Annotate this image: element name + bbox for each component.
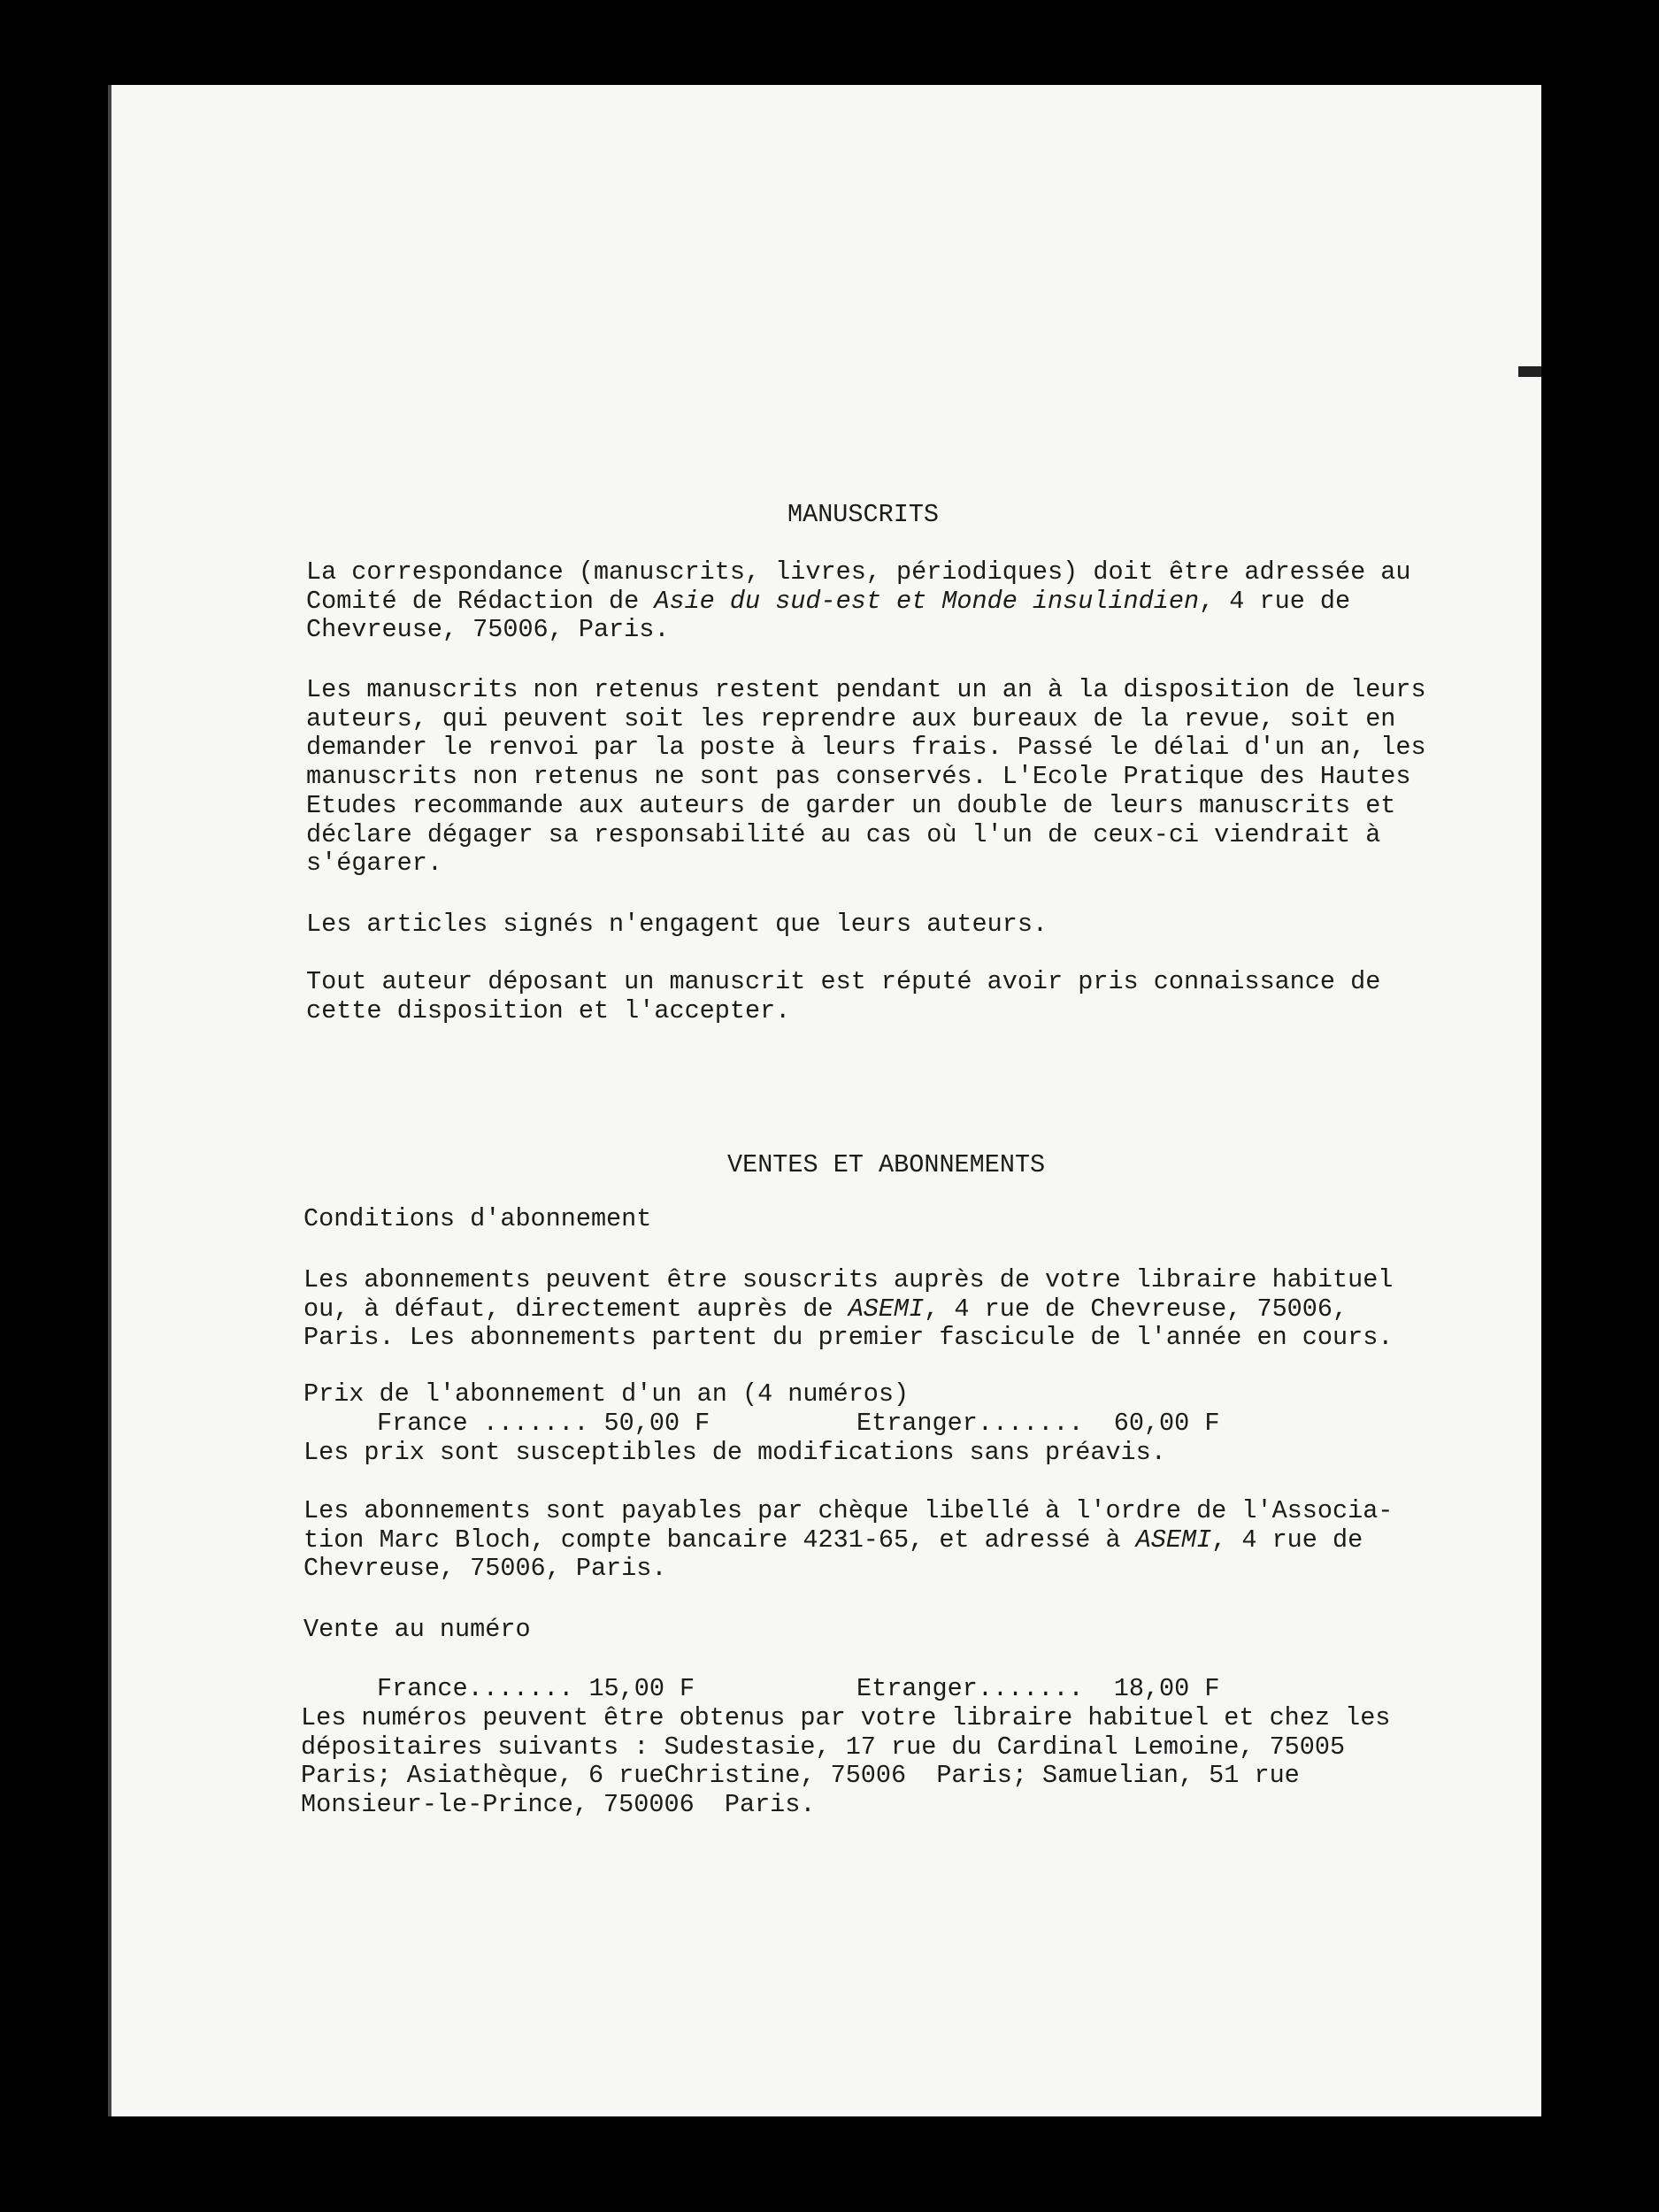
text-line: Paris. Les abonnements partent du premier fascicule de l'année en cours. <box>303 1323 1394 1353</box>
depositaires-paragraph <box>301 1704 1390 1820</box>
text-line: s'égarer. <box>306 849 442 879</box>
text-line: Etudes recommande aux auteurs de garder un double de leurs manuscrits et <box>306 790 1396 820</box>
text-line: Paris; Asiathèque, 6 rueChristine, 75006 Paris; Samuelian, 51 rue <box>301 1761 1300 1791</box>
vente-france: France....... 15,00 F <box>377 1674 695 1703</box>
text-line: manuscrits non retenus ne sont pas conservés. L'Ecole Pratique des Hautes <box>306 762 1411 792</box>
manuscrits-paragraph-2 <box>306 676 1426 879</box>
text-line: Les abonnements peuvent être souscrits auprès de votre libraire habituel <box>303 1265 1394 1294</box>
manuscrits-p1-line-1: La correspondance (manuscrits, livres, périodiques) doit être adressée au <box>306 557 1411 587</box>
manuscrits-paragraph-3: Les articles signés n'engagent que leurs auteurs. <box>306 910 1048 939</box>
prix-abonnement-france: France ....... 50,00 F <box>377 1409 710 1438</box>
text-line: dépositaires suivants : Sudestasie, 17 rue du Cardinal Lemoine, 75005 <box>301 1732 1346 1762</box>
text-line: demander le renvoi par la poste à leurs frais. Passé le délai d'un an, les <box>306 733 1426 763</box>
text-line: Les manuscrits non retenus restent pendant un an à la disposition de leurs <box>306 675 1426 704</box>
prix-abonnement-etranger: Etranger....... 60,00 F <box>856 1409 1220 1438</box>
abonnements-paragraph-2 <box>303 1497 1393 1584</box>
text-line: cette disposition et l'accepter. <box>306 995 791 1025</box>
vente-au-numero-title: Vente au numéro <box>303 1615 531 1644</box>
asemi-italic: ASEMI <box>848 1294 925 1324</box>
text-line: tion Marc Bloch, compte bancaire 4231-65, et adressé à <box>303 1525 1136 1555</box>
text-line: auteurs, qui peuvent soit les reprendre aux bureaux de la revue, soit en <box>306 703 1396 733</box>
text-line: Les numéros peuvent être obtenus par votre libraire habituel et chez les <box>301 1703 1391 1732</box>
manuscrits-p1-line-3: Chevreuse, 75006, Paris. <box>306 615 670 645</box>
text-line: Monsieur-le-Prince, 750006 Paris. <box>301 1790 816 1820</box>
abonnements-paragraph-1 <box>303 1266 1393 1353</box>
conditions-subheading: Conditions d'abonnement <box>303 1204 652 1233</box>
manuscrits-p1-line-2a: Comité de Rédaction de <box>306 586 655 616</box>
text-line: ou, à défaut, directement auprès de <box>303 1294 849 1324</box>
text-line: Les abonnements sont payables par chèque libellé à l'ordre de l'Associa- <box>303 1496 1394 1525</box>
manuscrits-paragraph-1 <box>306 558 1411 645</box>
text-line: , 4 rue de Chevreuse, 75006, <box>924 1294 1348 1324</box>
text-line: Chevreuse, 75006, Paris. <box>303 1554 667 1584</box>
prix-abonnement-title: Prix de l'abonnement d'un an (4 numéros) <box>303 1379 910 1409</box>
text-line: Tout auteur déposant un manuscrit est réputé avoir pris connaissance de <box>306 967 1381 996</box>
text-line: déclare dégager sa responsabilité au cas où l'un de ceux-ci viendrait à <box>306 819 1381 849</box>
text-line: , 4 rue de <box>1211 1525 1363 1555</box>
ventes-heading: VENTES ET ABONNEMENTS <box>727 1150 1046 1179</box>
manuscrits-p1-line-2b: , 4 rue de <box>1199 586 1351 616</box>
vente-etranger: Etranger....... 18,00 F <box>856 1674 1220 1703</box>
prix-note: Les prix sont susceptibles de modifications sans préavis. <box>303 1438 1166 1467</box>
page-edge-mark <box>1518 366 1541 377</box>
manuscrits-paragraph-4 <box>306 968 1380 1025</box>
journal-title-italic: Asie du sud-est et Monde insulindien <box>654 586 1200 616</box>
manuscrits-heading: MANUSCRITS <box>787 500 940 529</box>
asemi-italic: ASEMI <box>1135 1525 1212 1555</box>
